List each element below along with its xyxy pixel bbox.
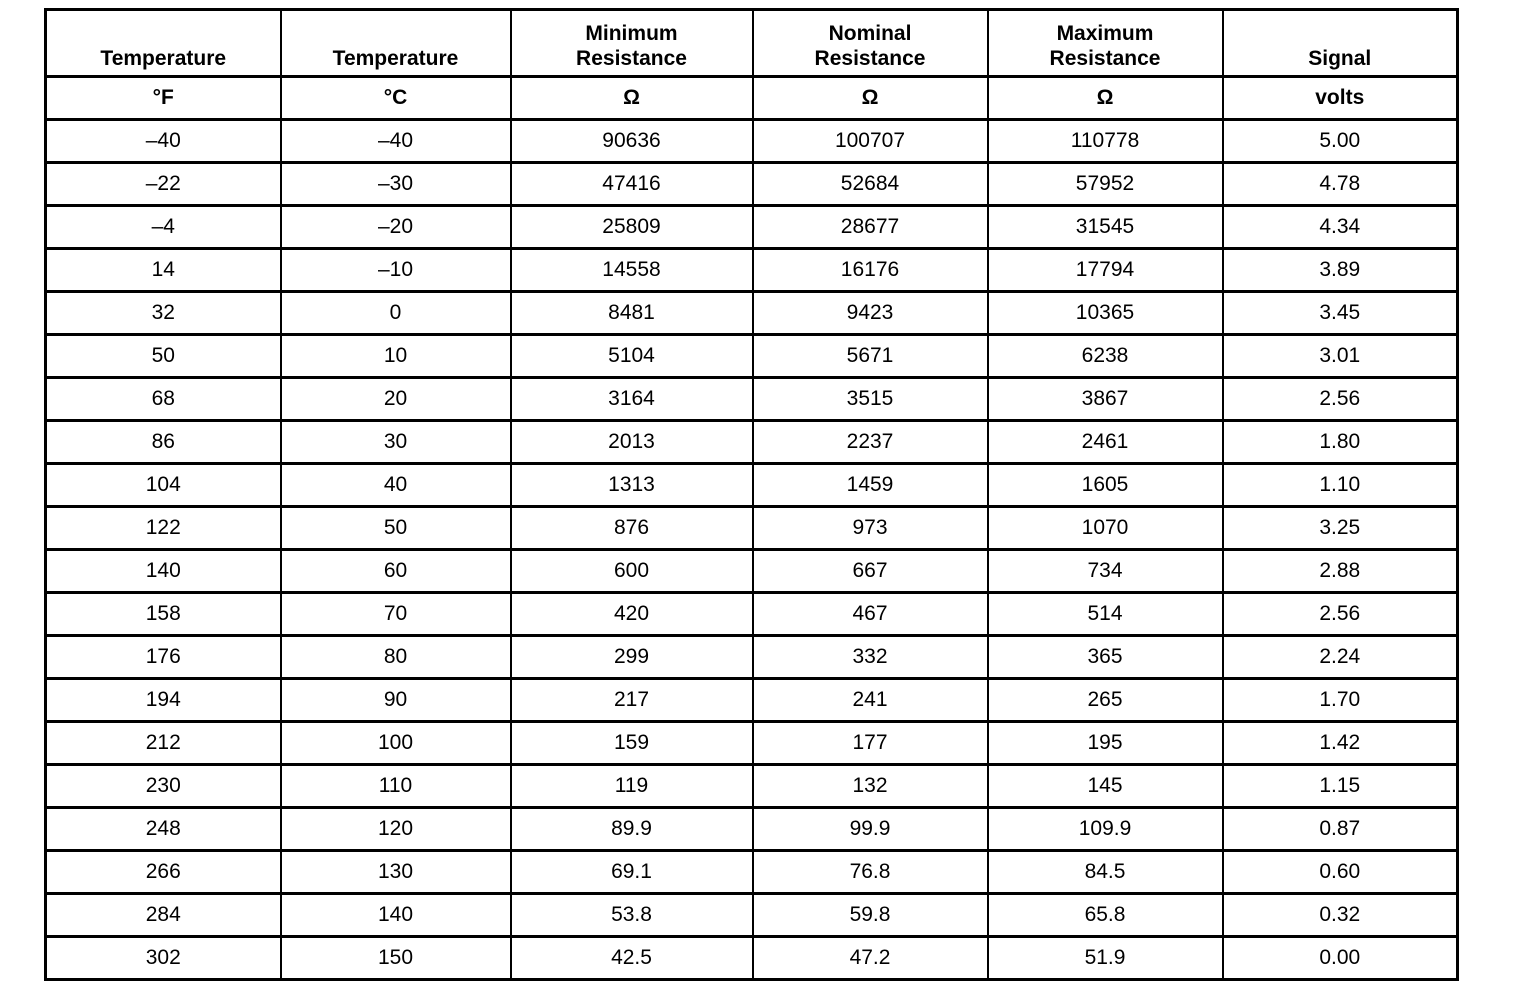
- temp-c-cell: 120: [281, 808, 511, 851]
- signal-cell: 2.56: [1223, 593, 1458, 636]
- nominal-resistance-cell: 667: [753, 550, 988, 593]
- resistance-table-document: [44, 8, 1456, 981]
- nominal-resistance-cell: 177: [753, 722, 988, 765]
- temp-f-cell: 248: [46, 808, 281, 851]
- table-row: [46, 550, 1458, 593]
- signal-cell: 1.15: [1223, 765, 1458, 808]
- temp-c-cell: –20: [281, 206, 511, 249]
- table-row: [46, 636, 1458, 679]
- temperature-resistance-table: [44, 8, 1459, 981]
- min-resistance-cell: 876: [511, 507, 753, 550]
- column-header-row: [46, 10, 1458, 77]
- nominal-resistance-cell: 3515: [753, 378, 988, 421]
- temp-f-cell: 140: [46, 550, 281, 593]
- max-resistance-cell: 84.5: [988, 851, 1223, 894]
- min-resistance-cell: 8481: [511, 292, 753, 335]
- unit-header-row: [46, 77, 1458, 120]
- min-resistance-cell: 1313: [511, 464, 753, 507]
- table-row: [46, 421, 1458, 464]
- min-resistance-cell: 53.8: [511, 894, 753, 937]
- max-resistance-cell: 1070: [988, 507, 1223, 550]
- max-resistance-cell: 145: [988, 765, 1223, 808]
- signal-cell: 2.24: [1223, 636, 1458, 679]
- table-row: [46, 507, 1458, 550]
- table-row: [46, 464, 1458, 507]
- temp-c-cell: 30: [281, 421, 511, 464]
- min-resistance-cell: 89.9: [511, 808, 753, 851]
- table-row: [46, 292, 1458, 335]
- temp-f-cell: 50: [46, 335, 281, 378]
- temp-f-cell: –40: [46, 120, 281, 163]
- header-signal: Signal: [1223, 10, 1458, 77]
- nominal-resistance-cell: 2237: [753, 421, 988, 464]
- max-resistance-cell: 31545: [988, 206, 1223, 249]
- signal-cell: 5.00: [1223, 120, 1458, 163]
- nominal-resistance-cell: 59.8: [753, 894, 988, 937]
- table-row: [46, 593, 1458, 636]
- nominal-resistance-cell: 5671: [753, 335, 988, 378]
- signal-cell: 3.89: [1223, 249, 1458, 292]
- nominal-resistance-cell: 132: [753, 765, 988, 808]
- min-resistance-cell: 5104: [511, 335, 753, 378]
- unit-volts: volts: [1223, 77, 1458, 120]
- nominal-resistance-cell: 47.2: [753, 937, 988, 980]
- signal-cell: 1.80: [1223, 421, 1458, 464]
- temp-f-cell: 86: [46, 421, 281, 464]
- max-resistance-cell: 17794: [988, 249, 1223, 292]
- signal-cell: 2.56: [1223, 378, 1458, 421]
- max-resistance-cell: 195: [988, 722, 1223, 765]
- temp-c-cell: 50: [281, 507, 511, 550]
- nominal-resistance-cell: 16176: [753, 249, 988, 292]
- temp-f-cell: 68: [46, 378, 281, 421]
- table-row: [46, 206, 1458, 249]
- nominal-resistance-cell: 99.9: [753, 808, 988, 851]
- signal-cell: 2.88: [1223, 550, 1458, 593]
- temp-f-cell: 176: [46, 636, 281, 679]
- max-resistance-cell: 110778: [988, 120, 1223, 163]
- min-resistance-cell: 69.1: [511, 851, 753, 894]
- table-row: [46, 378, 1458, 421]
- temp-f-cell: 284: [46, 894, 281, 937]
- table-row: [46, 335, 1458, 378]
- temp-c-cell: 80: [281, 636, 511, 679]
- header-nominal-resistance: Nominal Resistance: [753, 10, 988, 77]
- temp-c-cell: 0: [281, 292, 511, 335]
- max-resistance-cell: 514: [988, 593, 1223, 636]
- nominal-resistance-cell: 973: [753, 507, 988, 550]
- header-minimum-resistance: Minimum Resistance: [511, 10, 753, 77]
- nominal-resistance-cell: 100707: [753, 120, 988, 163]
- signal-cell: 4.34: [1223, 206, 1458, 249]
- temp-f-cell: –4: [46, 206, 281, 249]
- temp-c-cell: –30: [281, 163, 511, 206]
- max-resistance-cell: 109.9: [988, 808, 1223, 851]
- min-resistance-cell: 25809: [511, 206, 753, 249]
- signal-cell: 0.00: [1223, 937, 1458, 980]
- max-resistance-cell: 1605: [988, 464, 1223, 507]
- table-row: [46, 937, 1458, 980]
- table-row: [46, 894, 1458, 937]
- signal-cell: 0.32: [1223, 894, 1458, 937]
- table-body: [46, 120, 1458, 980]
- max-resistance-cell: 365: [988, 636, 1223, 679]
- nominal-resistance-cell: 1459: [753, 464, 988, 507]
- min-resistance-cell: 119: [511, 765, 753, 808]
- temp-c-cell: –10: [281, 249, 511, 292]
- max-resistance-cell: 3867: [988, 378, 1223, 421]
- header-temperature-c: Temperature: [281, 10, 511, 77]
- nominal-resistance-cell: 9423: [753, 292, 988, 335]
- temp-c-cell: 110: [281, 765, 511, 808]
- temp-c-cell: 100: [281, 722, 511, 765]
- max-resistance-cell: 265: [988, 679, 1223, 722]
- temp-c-cell: 150: [281, 937, 511, 980]
- max-resistance-cell: 10365: [988, 292, 1223, 335]
- nominal-resistance-cell: 241: [753, 679, 988, 722]
- max-resistance-cell: 57952: [988, 163, 1223, 206]
- table-row: [46, 851, 1458, 894]
- signal-cell: 0.60: [1223, 851, 1458, 894]
- table-row: [46, 722, 1458, 765]
- signal-cell: 3.25: [1223, 507, 1458, 550]
- signal-cell: 3.45: [1223, 292, 1458, 335]
- signal-cell: 3.01: [1223, 335, 1458, 378]
- min-resistance-cell: 299: [511, 636, 753, 679]
- temp-c-cell: –40: [281, 120, 511, 163]
- unit-fahrenheit: °F: [46, 77, 281, 120]
- temp-c-cell: 60: [281, 550, 511, 593]
- temp-c-cell: 20: [281, 378, 511, 421]
- min-resistance-cell: 14558: [511, 249, 753, 292]
- table-row: [46, 163, 1458, 206]
- min-resistance-cell: 159: [511, 722, 753, 765]
- min-resistance-cell: 47416: [511, 163, 753, 206]
- temp-f-cell: 230: [46, 765, 281, 808]
- min-resistance-cell: 42.5: [511, 937, 753, 980]
- table-row: [46, 679, 1458, 722]
- nominal-resistance-cell: 52684: [753, 163, 988, 206]
- min-resistance-cell: 3164: [511, 378, 753, 421]
- temp-c-cell: 40: [281, 464, 511, 507]
- header-maximum-resistance: Maximum Resistance: [988, 10, 1223, 77]
- temp-f-cell: 158: [46, 593, 281, 636]
- signal-cell: 4.78: [1223, 163, 1458, 206]
- min-resistance-cell: 600: [511, 550, 753, 593]
- temp-c-cell: 130: [281, 851, 511, 894]
- unit-celsius: °C: [281, 77, 511, 120]
- signal-cell: 1.70: [1223, 679, 1458, 722]
- signal-cell: 1.42: [1223, 722, 1458, 765]
- temp-f-cell: 212: [46, 722, 281, 765]
- nominal-resistance-cell: 467: [753, 593, 988, 636]
- temp-f-cell: 122: [46, 507, 281, 550]
- temp-c-cell: 140: [281, 894, 511, 937]
- unit-ohm-nominal: Ω: [753, 77, 988, 120]
- unit-ohm-max: Ω: [988, 77, 1223, 120]
- max-resistance-cell: 2461: [988, 421, 1223, 464]
- min-resistance-cell: 217: [511, 679, 753, 722]
- table-row: [46, 249, 1458, 292]
- temp-f-cell: 14: [46, 249, 281, 292]
- signal-cell: 0.87: [1223, 808, 1458, 851]
- table-row: [46, 120, 1458, 163]
- signal-cell: 1.10: [1223, 464, 1458, 507]
- temp-f-cell: 32: [46, 292, 281, 335]
- min-resistance-cell: 420: [511, 593, 753, 636]
- temp-f-cell: 302: [46, 937, 281, 980]
- table-row: [46, 808, 1458, 851]
- max-resistance-cell: 734: [988, 550, 1223, 593]
- table-row: [46, 765, 1458, 808]
- temp-c-cell: 70: [281, 593, 511, 636]
- nominal-resistance-cell: 28677: [753, 206, 988, 249]
- min-resistance-cell: 2013: [511, 421, 753, 464]
- min-resistance-cell: 90636: [511, 120, 753, 163]
- nominal-resistance-cell: 76.8: [753, 851, 988, 894]
- max-resistance-cell: 65.8: [988, 894, 1223, 937]
- unit-ohm-min: Ω: [511, 77, 753, 120]
- temp-f-cell: 194: [46, 679, 281, 722]
- temp-f-cell: 104: [46, 464, 281, 507]
- temp-c-cell: 10: [281, 335, 511, 378]
- temp-f-cell: –22: [46, 163, 281, 206]
- max-resistance-cell: 6238: [988, 335, 1223, 378]
- max-resistance-cell: 51.9: [988, 937, 1223, 980]
- header-temperature-f: Temperature: [46, 10, 281, 77]
- nominal-resistance-cell: 332: [753, 636, 988, 679]
- temp-c-cell: 90: [281, 679, 511, 722]
- temp-f-cell: 266: [46, 851, 281, 894]
